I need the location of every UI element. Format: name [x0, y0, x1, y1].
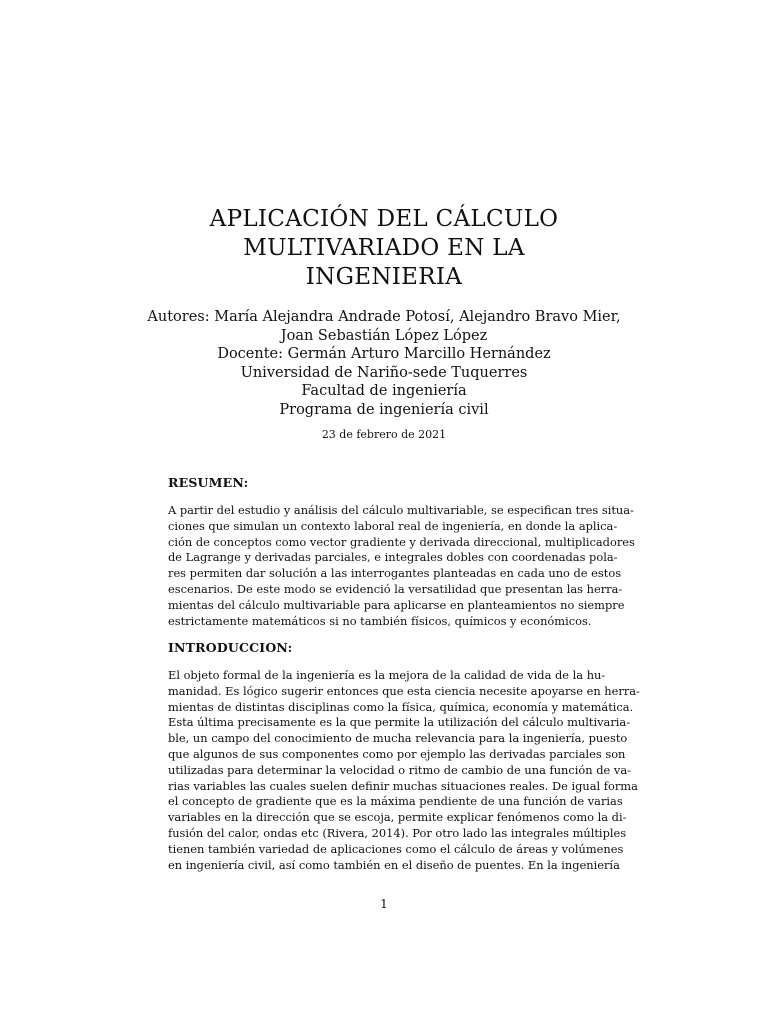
abstract-line: escenarios. De este modo se evidenció la versatilidad que presentan las herra- — [168, 581, 623, 596]
introduction-line: variables en la dirección que se escoja, permite explicar fenómenos como la di- — [168, 810, 627, 825]
introduction-line: en ingeniería civil, así como también en el diseño de puentes. En la ingeniería — [168, 857, 620, 872]
title-line: MULTIVARIADO EN LA — [243, 235, 525, 261]
university-line: Universidad de Nariño-sede Tuquerres — [240, 364, 528, 381]
introduction-line: que algunos de sus componentes como por ejemplo las derivadas parciales son — [168, 746, 626, 761]
abstract-line: res permiten dar solución a las interrogantes planteadas en cada uno de estos — [168, 566, 622, 581]
introduction-line: rias variables las cuales suelen definir muchas situaciones reales. De igual forma — [168, 778, 638, 793]
introduction-line: El objeto formal de la ingeniería es la mejora de la calidad de vida de la hu- — [168, 668, 606, 682]
faculty-line: Facultad de ingeniería — [301, 383, 467, 399]
title-line: INGENIERIA — [305, 264, 463, 290]
abstract-heading: RESUMEN: — [168, 475, 249, 490]
introduction-paragraph — [168, 668, 640, 873]
abstract-line: A partir del estudio y análisis del cálculo multivariable, se especifican tres situa- — [168, 503, 634, 517]
abstract-line: ciones que simulan un contexto laboral real de ingeniería, en donde la aplica- — [168, 518, 618, 533]
paper-title — [120, 205, 648, 292]
introduction-line: Esta última precisamente es la que permite la utilización del cálculo multivaria- — [168, 715, 631, 730]
page-number: 1 — [380, 897, 388, 911]
program-line: Programa de ingeniería civil — [279, 401, 489, 418]
author-block — [120, 308, 648, 419]
introduction-line: ble, un campo del conocimiento de mucha relevancia para la ingeniería, puesto — [168, 731, 628, 746]
introduction-line: fusión del calor, ondas etc (Rivera, 2014). Por otro lado las integrales múltiples — [168, 825, 627, 840]
title-line: APLICACIÓN DEL CÁLCULO — [209, 206, 559, 232]
abstract-line: ción de conceptos como vector gradiente y derivada direccional, multiplicadores — [168, 534, 635, 549]
introduction-line: mientas de distintas disciplinas como la física, química, economía y matemática. — [168, 699, 634, 714]
abstract-line: mientas del cálculo multivariable para aplicarse en planteamientos no siempre — [168, 597, 625, 612]
introduction-line: tienen también variedad de aplicaciones como el cálculo de áreas y volúmenes — [168, 841, 624, 856]
instructor-line: Docente: Germán Arturo Marcillo Hernández — [217, 346, 551, 362]
paper-date: 23 de febrero de 2021 — [321, 428, 447, 441]
introduction-line: manidad. Es lógico sugerir entonces que esta ciencia necesite apoyarse en herra- — [168, 683, 640, 698]
introduction-heading: INTRODUCCION: — [168, 640, 293, 655]
abstract-paragraph — [168, 503, 635, 629]
abstract-line: estrictamente matemáticos si no también físicos, químicos y económicos. — [168, 613, 592, 628]
introduction-line: utilizadas para determinar la velocidad o ritmo de cambio de una función de va- — [168, 762, 631, 777]
abstract-line: de Lagrange y derivadas parciales, e integrales dobles con coordenadas pola- — [168, 550, 618, 565]
introduction-line: el concepto de gradiente que es la máxima pendiente de una función de varias — [168, 794, 623, 809]
authors-line: Joan Sebastián López López — [280, 327, 488, 344]
authors-line: Autores: María Alejandra Andrade Potosí, Alejandro Bravo Mier, — [147, 309, 621, 325]
